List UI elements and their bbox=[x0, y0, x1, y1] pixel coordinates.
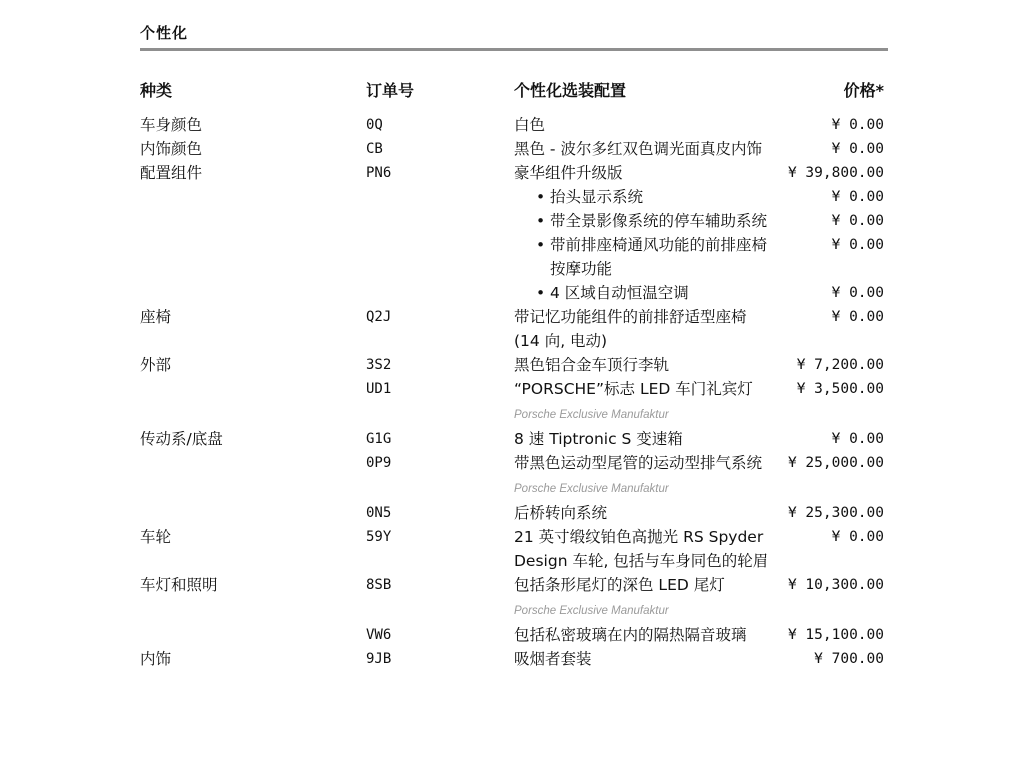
option-description: 白色 bbox=[514, 116, 546, 134]
option-text: 包括条形尾灯的深色 LED 尾灯 bbox=[514, 576, 725, 594]
table-row bbox=[140, 161, 884, 185]
table-row bbox=[140, 525, 884, 573]
table-row bbox=[140, 305, 884, 353]
table-row bbox=[140, 377, 884, 427]
column-header-category: 种类 bbox=[140, 81, 173, 100]
manufaktur-note: Porsche Exclusive Manufaktur bbox=[514, 483, 669, 495]
order-code-cell: 0N5 bbox=[366, 505, 392, 521]
option-description bbox=[514, 451, 770, 501]
price-cell: ¥ 0.00 bbox=[831, 189, 884, 205]
table-row bbox=[140, 623, 884, 647]
order-code-cell: 0Q bbox=[366, 117, 383, 133]
option-description bbox=[514, 573, 770, 623]
header-divider bbox=[140, 48, 888, 51]
package-item-description: • 带前排座椅通风功能的前排座椅按摩功能 bbox=[534, 233, 782, 281]
order-code-cell: 59Y bbox=[366, 529, 392, 545]
manufaktur-note: Porsche Exclusive Manufaktur bbox=[514, 409, 669, 421]
option-description: 包括私密玻璃在内的隔热隔音玻璃 bbox=[514, 626, 747, 644]
price-cell: ¥ 10,300.00 bbox=[787, 577, 884, 593]
option-text: 带黑色运动型尾管的运动型排气系统 bbox=[514, 454, 763, 472]
order-code-cell: 8SB bbox=[366, 577, 392, 593]
option-description: 8 速 Tiptronic S 变速箱 bbox=[514, 430, 683, 448]
option-table bbox=[140, 113, 884, 671]
order-code-cell: Q2J bbox=[366, 309, 392, 325]
option-text: “PORSCHE”标志 LED 车门礼宾灯 bbox=[514, 380, 753, 398]
price-cell: ¥ 0.00 bbox=[831, 141, 884, 157]
table-row bbox=[140, 113, 884, 137]
option-description bbox=[514, 377, 770, 427]
order-code-cell: UD1 bbox=[366, 381, 392, 397]
order-code-cell: 3S2 bbox=[366, 357, 392, 373]
category-cell: 内饰颜色 bbox=[140, 140, 203, 158]
column-header-order-number: 订单号 bbox=[366, 81, 415, 100]
option-description: 豪华组件升级版 bbox=[514, 164, 623, 182]
order-code-cell: G1G bbox=[366, 431, 392, 447]
category-cell: 车身颜色 bbox=[140, 116, 203, 134]
order-code-cell: 0P9 bbox=[366, 455, 392, 471]
option-description: 黑色 - 波尔多红双色调光面真皮内饰 bbox=[514, 140, 762, 158]
column-header-price: 价格* bbox=[843, 81, 884, 100]
table-row bbox=[140, 137, 884, 161]
category-cell: 座椅 bbox=[140, 308, 172, 326]
price-cell: ¥ 3,500.00 bbox=[796, 381, 884, 397]
category-cell: 车灯和照明 bbox=[140, 576, 218, 594]
category-cell: 外部 bbox=[140, 356, 172, 374]
package-item-row bbox=[140, 185, 884, 209]
package-item-row bbox=[140, 233, 884, 281]
option-description: 21 英寸缎纹铂色高抛光 RS Spyder Design 车轮, 包括与车身同色的轮眉 bbox=[514, 528, 769, 570]
package-item-description: • 4 区域自动恒温空调 bbox=[534, 281, 782, 305]
order-code-cell: 9JB bbox=[366, 651, 392, 667]
column-header-option: 个性化选装配置 bbox=[514, 81, 627, 100]
price-cell: ¥ 0.00 bbox=[831, 309, 884, 325]
option-description: 后桥转向系统 bbox=[514, 504, 608, 522]
order-code-cell: CB bbox=[366, 141, 383, 157]
price-cell: ¥ 700.00 bbox=[814, 651, 884, 667]
price-cell: ¥ 7,200.00 bbox=[796, 357, 884, 373]
price-cell: ¥ 0.00 bbox=[831, 529, 884, 545]
option-description: 带记忆功能组件的前排舒适型座椅 (14 向, 电动) bbox=[514, 308, 747, 350]
option-description: 吸烟者套装 bbox=[514, 650, 592, 668]
table-row bbox=[140, 451, 884, 501]
price-cell: ¥ 15,100.00 bbox=[787, 627, 884, 643]
table-row bbox=[140, 427, 884, 451]
order-code-cell: VW6 bbox=[366, 627, 392, 643]
price-cell: ¥ 0.00 bbox=[831, 285, 884, 301]
price-cell: ¥ 0.00 bbox=[831, 237, 884, 253]
package-item-row bbox=[140, 209, 884, 233]
price-cell: ¥ 39,800.00 bbox=[787, 165, 884, 181]
package-item-row bbox=[140, 281, 884, 305]
option-description: 黑色铝合金车顶行李轨 bbox=[514, 356, 670, 374]
category-cell: 内饰 bbox=[140, 650, 172, 668]
package-item-description: • 带全景影像系统的停车辅助系统 bbox=[534, 209, 782, 233]
order-code-cell: PN6 bbox=[366, 165, 392, 181]
category-cell: 传动系/底盘 bbox=[140, 430, 223, 448]
category-cell: 配置组件 bbox=[140, 164, 203, 182]
section-title: 个性化 bbox=[140, 24, 189, 42]
price-cell: ¥ 0.00 bbox=[831, 213, 884, 229]
table-row bbox=[140, 573, 884, 623]
category-cell: 车轮 bbox=[140, 528, 172, 546]
table-row bbox=[140, 501, 884, 525]
price-cell: ¥ 25,000.00 bbox=[787, 455, 884, 471]
package-item-description: • 抬头显示系统 bbox=[534, 185, 782, 209]
table-row bbox=[140, 353, 884, 377]
manufaktur-note: Porsche Exclusive Manufaktur bbox=[514, 605, 669, 617]
price-cell: ¥ 0.00 bbox=[831, 117, 884, 133]
table-row bbox=[140, 647, 884, 671]
price-cell: ¥ 0.00 bbox=[831, 431, 884, 447]
price-cell: ¥ 25,300.00 bbox=[787, 505, 884, 521]
